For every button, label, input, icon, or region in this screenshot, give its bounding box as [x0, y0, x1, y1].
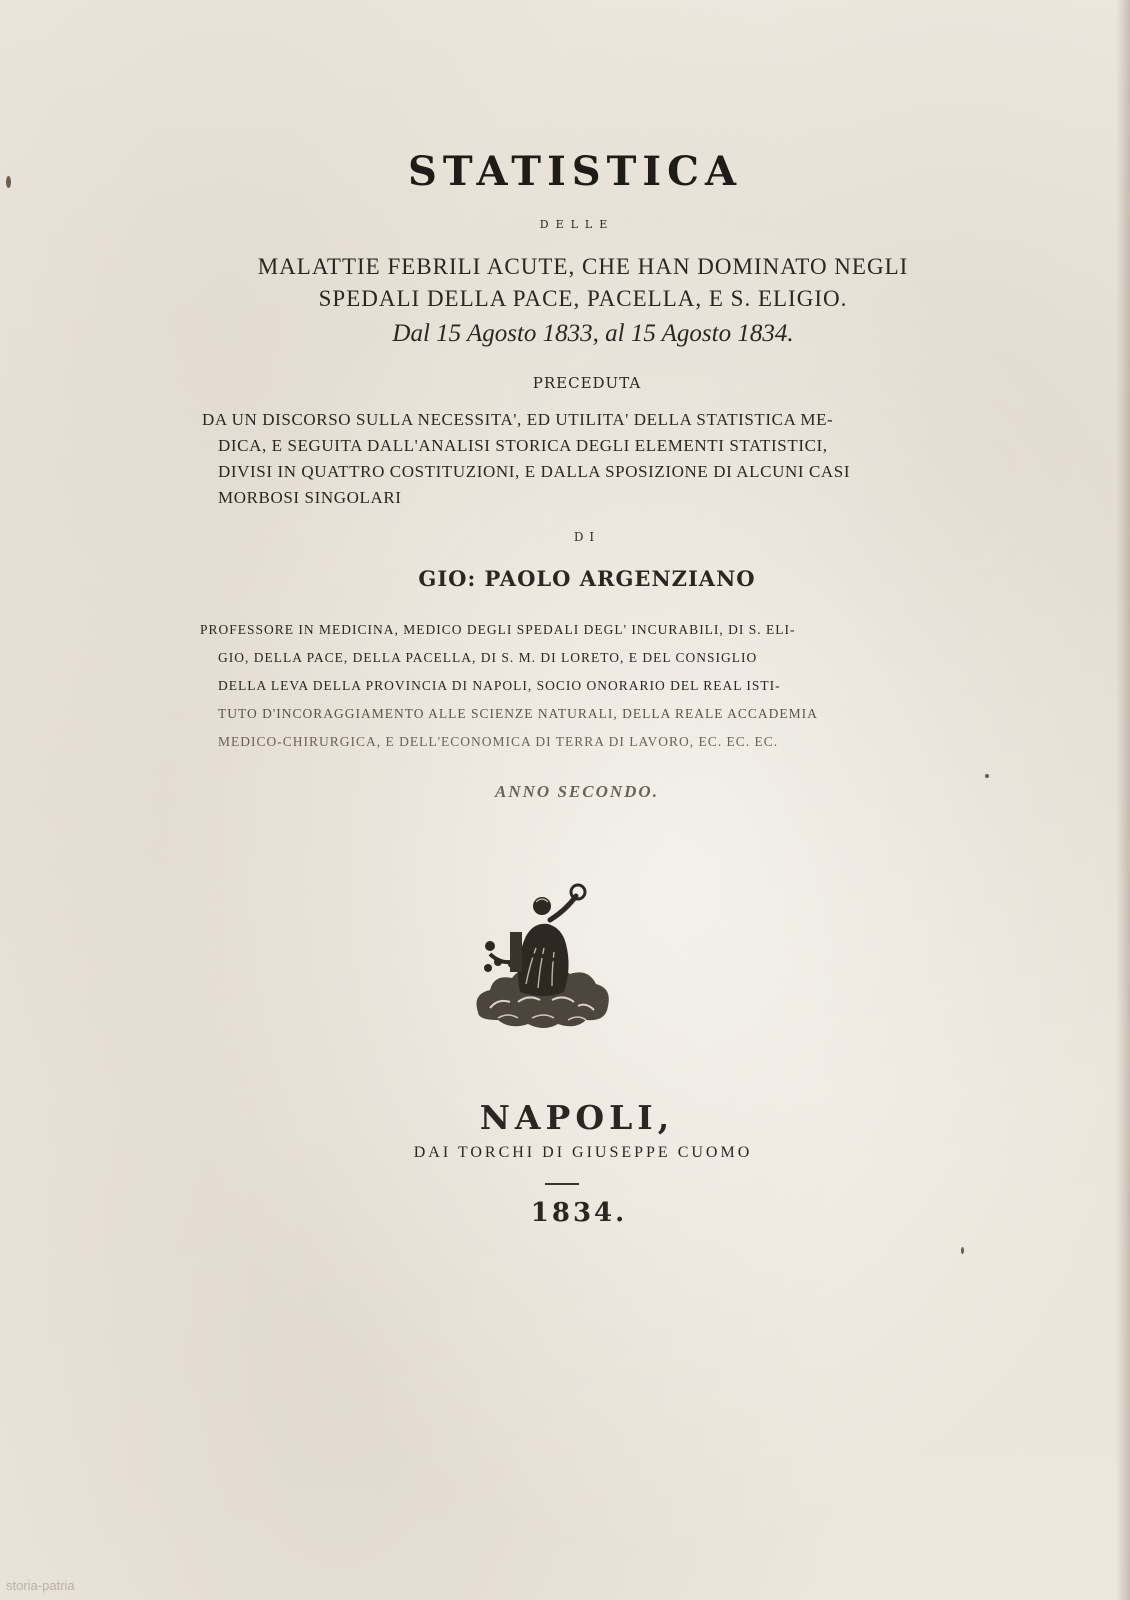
credentials-line: GIO, DELLA PACE, DELLA PACELLA, DI S. M. DI LORETO, E DEL CONSIGLIO	[218, 650, 758, 665]
subtitle-line-2: SPEDALI DELLA PACE, PACELLA, E S. ELIGIO.	[318, 286, 848, 311]
preceduta-label: PRECEDUTA	[532, 374, 642, 392]
credentials-line: DELLA LEVA DELLA PROVINCIA DI NAPOLI, SOCIO ONORARIO DEL REAL ISTI-	[218, 678, 781, 693]
date-range: Dal 15 Agosto 1833, al 15 Agosto 1834.	[392, 320, 794, 347]
title-connector: DELLE	[539, 218, 615, 231]
description-line: DA UN DISCORSO SULLA NECESSITA', ED UTILITA' DELLA STATISTICA ME-	[202, 410, 834, 429]
by-label: DI	[573, 530, 601, 544]
book-title: STATISTICA	[407, 148, 743, 195]
ink-spot	[961, 1247, 964, 1254]
author-name: GIO: PAOLO ARGENZIANO	[418, 566, 756, 591]
credentials-line: TUTO D'INCORAGGIAMENTO ALLE SCIENZE NATURALI, DELLA REALE ACCADEMIA	[218, 706, 818, 721]
watermark: storia-patria	[6, 1578, 75, 1593]
description-line: DIVISI IN QUATTRO COSTITUZIONI, E DALLA SPOSIZIONE DI ALCUNI CASI	[218, 462, 851, 481]
ink-spot	[985, 774, 989, 778]
allegorical-vignette-icon	[468, 872, 618, 1032]
imprint-year: 1834.	[530, 1198, 628, 1228]
credentials-line: MEDICO-CHIRURGICA, E DELL'ECONOMICA DI TERRA DI LAVORO, EC. EC. EC.	[218, 734, 779, 749]
description-line: MORBOSI SINGOLARI	[218, 488, 402, 507]
credentials-line: PROFESSORE IN MEDICINA, MEDICO DEGLI SPEDALI DEGL' INCURABILI, DI S. ELI-	[200, 622, 796, 637]
imprint-divider	[545, 1183, 579, 1185]
imprint-printer: DAI TORCHI DI GIUSEPPE CUOMO	[413, 1144, 753, 1161]
subtitle-line-1: MALATTIE FEBRILI ACUTE, CHE HAN DOMINATO NEGLI	[257, 254, 909, 279]
description-line: DICA, E SEGUITA DALL'ANALISI STORICA DEGLI ELEMENTI STATISTICI,	[218, 436, 828, 455]
imprint-city: NAPOLI,	[479, 1098, 675, 1137]
edition-label: ANNO SECONDO.	[495, 782, 659, 801]
